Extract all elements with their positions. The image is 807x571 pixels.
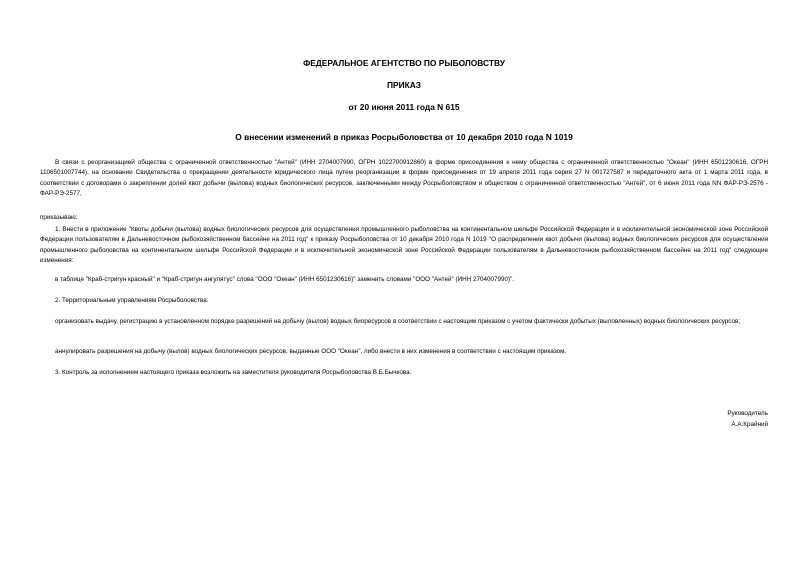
item-2b-paragraph: аннулировать разрешения на добычу (вылов) водных биологических ресурсов, выданные ООО "Океан", либо внести в них изменения в соответствии с настоящим приказом. bbox=[55, 348, 567, 355]
item-3-paragraph: 3. Контроль за исполнением настоящего приказа возложить на заместителя руководителя Росрыболовства В.Б.Бычкова. bbox=[55, 369, 412, 376]
preamble-paragraph: В связи с реорганизацией общества с ограниченной ответственностью "Антей" (ИНН 2704007990, ОГРН 1022700912860) в форме присоединения к нему общества с ограниченной ответственностью "Океан" (ИНН 6501230616, ОГРН 1106501007744), на основании Свидетельства о прекращении деятельности юридического лица путем реорганизации в форме присоединения от 19 апреля 2011 года серия 27 N 001727587 и передаточного акта от 1 марта 2011 года, в соответствии с договорами о закреплении долей квот добычи (вылова) водных биологических ресурсов, заключенными между Росрыболовством и обществом с ограниченной ответственностью "Антей", от 6 июня 2011 года NN ФАР-РЭ-2576 - ФАР-РЭ-2577, bbox=[40, 159, 768, 198]
signer-position: Руководитель bbox=[727, 410, 768, 417]
item-1-change-paragraph: в таблице "Краб-стригун красный" и "Краб-стригун ангулятус" слова "ООО "Океан" (ИНН 6501230616)" заменить словами "ООО "Антей" (ИНН 2704007990)". bbox=[55, 276, 515, 283]
order-word: приказываю: bbox=[40, 214, 78, 221]
document-date-number: от 20 июня 2011 года N 615 bbox=[348, 102, 460, 112]
item-1-paragraph: 1. Внести в приложение "Квоты добычи (вылова) водных биологических ресурсов для осуществления промышленного рыболовства на континентальном шельфе Российской Федерации и в исключительной экономической зоне Российской Федерации пользователям в Дальневосточном рыбохозяйственном бассейне на 2011 год" к приказу Росрыболовства от 10 декабря 2010 года N 1019 "О распределении квот добычи (вылова) водных биологических ресурсов для осуществления промышленного рыболовства на континентальном шельфе Российской Федерации и в исключительной экономической зоне Российской Федерации пользователям в Дальневосточном рыбохозяйственном бассейне на 2011 год" следующие изменения: bbox=[40, 226, 768, 265]
document-page bbox=[40, 0, 768, 571]
signer-name: А.А.Крайний bbox=[731, 421, 768, 428]
document-type: ПРИКАЗ bbox=[386, 80, 422, 90]
item-2a-paragraph: организовать выдачу, регистрацию в установленном порядке разрешений на добычу (вылов) водных биоресурсов в соответствии с настоящим приказом с учетом фактически добытых (выловленных) водных биологических ресурсов; bbox=[55, 318, 741, 325]
item-2-paragraph: 2. Территориальным управлениям Росрыболовства: bbox=[55, 297, 209, 304]
agency-heading: ФЕДЕРАЛЬНОЕ АГЕНТСТВО ПО РЫБОЛОВСТВУ bbox=[303, 58, 505, 68]
document-title: О внесении изменений в приказ Росрыболовства от 10 декабря 2010 года N 1019 bbox=[235, 132, 573, 142]
